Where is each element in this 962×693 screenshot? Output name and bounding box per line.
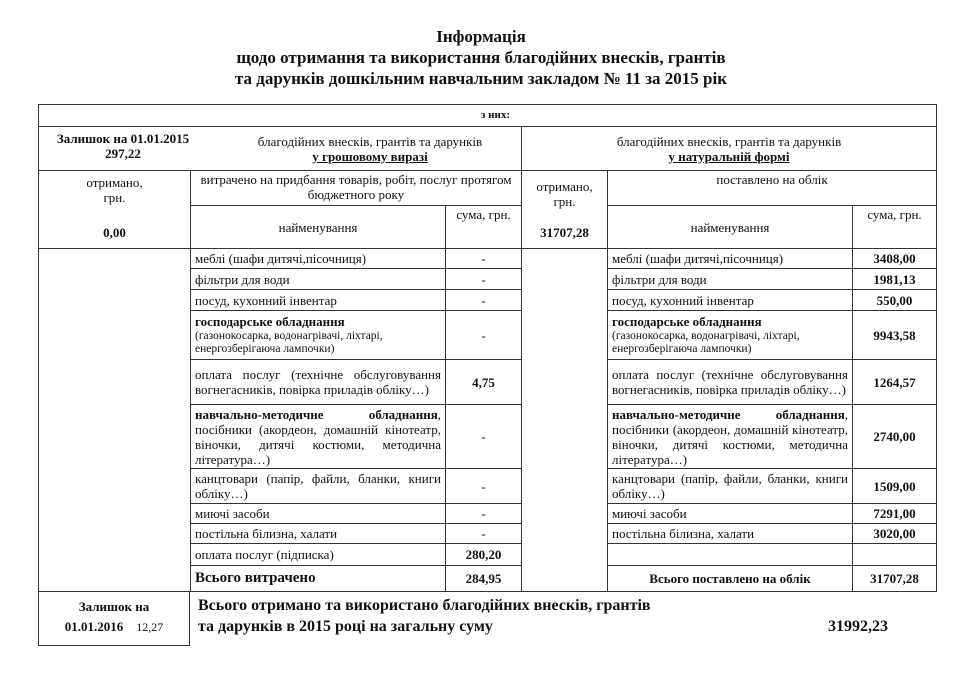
item-sum: 9943,58 (853, 311, 937, 360)
received-nat-cell (522, 171, 608, 249)
item-name (191, 290, 446, 311)
balance-value: 297,22 (105, 146, 141, 161)
money-desc (219, 134, 521, 164)
grand-total (198, 595, 888, 637)
item-name (191, 249, 446, 269)
empty-cell (39, 249, 191, 592)
balance-end-label: Залишок на (78, 599, 150, 614)
item-name (191, 311, 446, 360)
item-sum: - (446, 469, 522, 504)
item-name (608, 405, 853, 469)
item-name-text: фільтри для води (195, 271, 290, 287)
received-nat-value: 31707,28 (540, 225, 589, 240)
item-name-text: (газонокосарка, водонагрівачі, ліхтарі, енергозберігаюча лампочки) (612, 329, 800, 355)
item-name-text: канцтовари (папір, файли, бланки, книги обліку…) (195, 471, 441, 501)
item-name-text: меблі (шафи дитячі,пісочниця) (612, 251, 784, 266)
item-name (608, 504, 853, 524)
money-section-header (39, 127, 522, 171)
item-name (191, 504, 446, 524)
item-name (608, 360, 853, 405)
item-name-text: постільна білизна, халати (195, 526, 338, 541)
of-which-header: з них: (39, 105, 937, 127)
empty-cell (522, 249, 608, 592)
balance-end-value: 12,27 (136, 620, 164, 634)
item-name-text: , посібники (акордеон, домашній кінотеатр, віночки, дитячі костюми, методична література…) (195, 406, 441, 467)
item-sum: 4,75 (446, 360, 522, 405)
item-sum: - (446, 504, 522, 524)
registered-header: поставлено на облік (608, 171, 937, 206)
money-form: у грошовому виразі (312, 148, 428, 164)
item-name-text: меблі (шафи дитячі,пісочниця) (195, 251, 367, 266)
grand-total-line: Всього отримано та використано благодійних внесків, грантів (198, 597, 651, 614)
item-sum: - (446, 269, 522, 290)
item-name (191, 524, 446, 544)
sum-column-header: сума, грн. (853, 206, 937, 249)
item-sum: 1509,00 (853, 469, 937, 504)
total-spent: 284,95 (446, 566, 522, 592)
received-money-cell (39, 171, 191, 249)
item-sum: 3020,00 (853, 524, 937, 544)
title-line: щодо отримання та використання благодійних внесків, грантів (236, 48, 726, 67)
sum-column-header: сума, грн. (446, 206, 522, 249)
item-name-text: посуд, кухонний інвентар (195, 292, 337, 308)
grand-total-line: та дарунків в 2015 році на загальну суму (198, 618, 493, 635)
item-sum: 2740,00 (853, 405, 937, 469)
item-sum: - (446, 290, 522, 311)
title-line: та дарунків дошкільним навчальним закладом № 11 за 2015 рік (234, 69, 728, 88)
item-name (608, 269, 853, 290)
balance-end (38, 591, 190, 646)
nat-desc: благодійних внесків, грантів та дарунків (616, 133, 842, 149)
natural-section-header (522, 127, 937, 171)
item-name (608, 290, 853, 311)
balance-label: Залишок на 01.01.2015 (56, 131, 190, 146)
grand-total-value: 31992,23 (828, 618, 888, 635)
received-label: отримано, грн. (86, 175, 143, 205)
nat-form: у натуральній формі (668, 148, 790, 164)
received-label: отримано, грн. (536, 179, 593, 209)
item-name (191, 360, 446, 405)
item-name-text: (газонокосарка, водонагрівачі, ліхтарі, енергозберігаюча лампочки) (195, 329, 383, 355)
item-name-text: канцтовари (папір, файли, бланки, книги обліку…) (612, 471, 848, 501)
item-name (191, 469, 446, 504)
item-name-text: фільтри для води (612, 271, 707, 287)
title-line: Інформація (436, 27, 526, 46)
item-name (608, 249, 853, 269)
balance-start (43, 131, 203, 161)
item-name (608, 544, 853, 566)
received-money-value: 0,00 (103, 225, 126, 240)
total-spent-label: Всього витрачено (191, 566, 446, 592)
table-row (39, 249, 937, 269)
item-name (608, 311, 853, 360)
item-name (608, 469, 853, 504)
item-sum: 1981,13 (853, 269, 937, 290)
item-sum: - (446, 405, 522, 469)
name-column-header: найменування (191, 206, 446, 249)
item-name-text: оплата послуг (підписка) (195, 547, 334, 562)
item-sum: - (446, 311, 522, 360)
donations-table (38, 104, 937, 592)
total-registered: 31707,28 (853, 566, 937, 592)
item-name-text: миючі засоби (612, 506, 687, 521)
item-sum (853, 544, 937, 566)
item-name-text: постільна білизна, халати (612, 526, 755, 541)
item-sum: 3408,00 (853, 249, 937, 269)
item-sum: 550,00 (853, 290, 937, 311)
item-name-bold: господарське обладнання (195, 313, 345, 329)
item-name-text: , посібники (акордеон, домашній кінотеатр, віночки, дитячі костюми, методична література…) (612, 406, 848, 467)
item-name-text: оплата послуг (технічне обслуговування вогнегасників, повірка приладів обліку…) (195, 367, 441, 397)
item-sum: 7291,00 (853, 504, 937, 524)
item-sum: 1264,57 (853, 360, 937, 405)
name-column-header: найменування (608, 206, 853, 249)
item-name (191, 405, 446, 469)
item-name (608, 524, 853, 544)
item-name-text: оплата послуг (технічне обслуговування вогнегасників, повірка приладів обліку…) (612, 367, 848, 397)
item-name-text: посуд, кухонний інвентар (612, 292, 754, 308)
balance-end-date: 01.01.2016 (64, 619, 124, 634)
item-sum: 280,20 (446, 544, 522, 566)
item-name-bold: навчально-методичне обладнання (612, 406, 845, 422)
item-name-bold: навчально-методичне обладнання (195, 406, 438, 422)
item-name-bold: господарське обладнання (612, 313, 762, 329)
total-registered-label: Всього поставлено на облік (608, 566, 853, 592)
document-title (0, 26, 962, 89)
money-desc-text: благодійних внесків, грантів та дарунків (257, 133, 483, 149)
item-name-text: миючі засоби (195, 506, 270, 521)
item-name (191, 544, 446, 566)
item-name (191, 269, 446, 290)
spent-header: витрачено на придбання товарів, робіт, послуг протягом бюджетного року (191, 171, 522, 206)
item-sum: - (446, 249, 522, 269)
item-sum: - (446, 524, 522, 544)
